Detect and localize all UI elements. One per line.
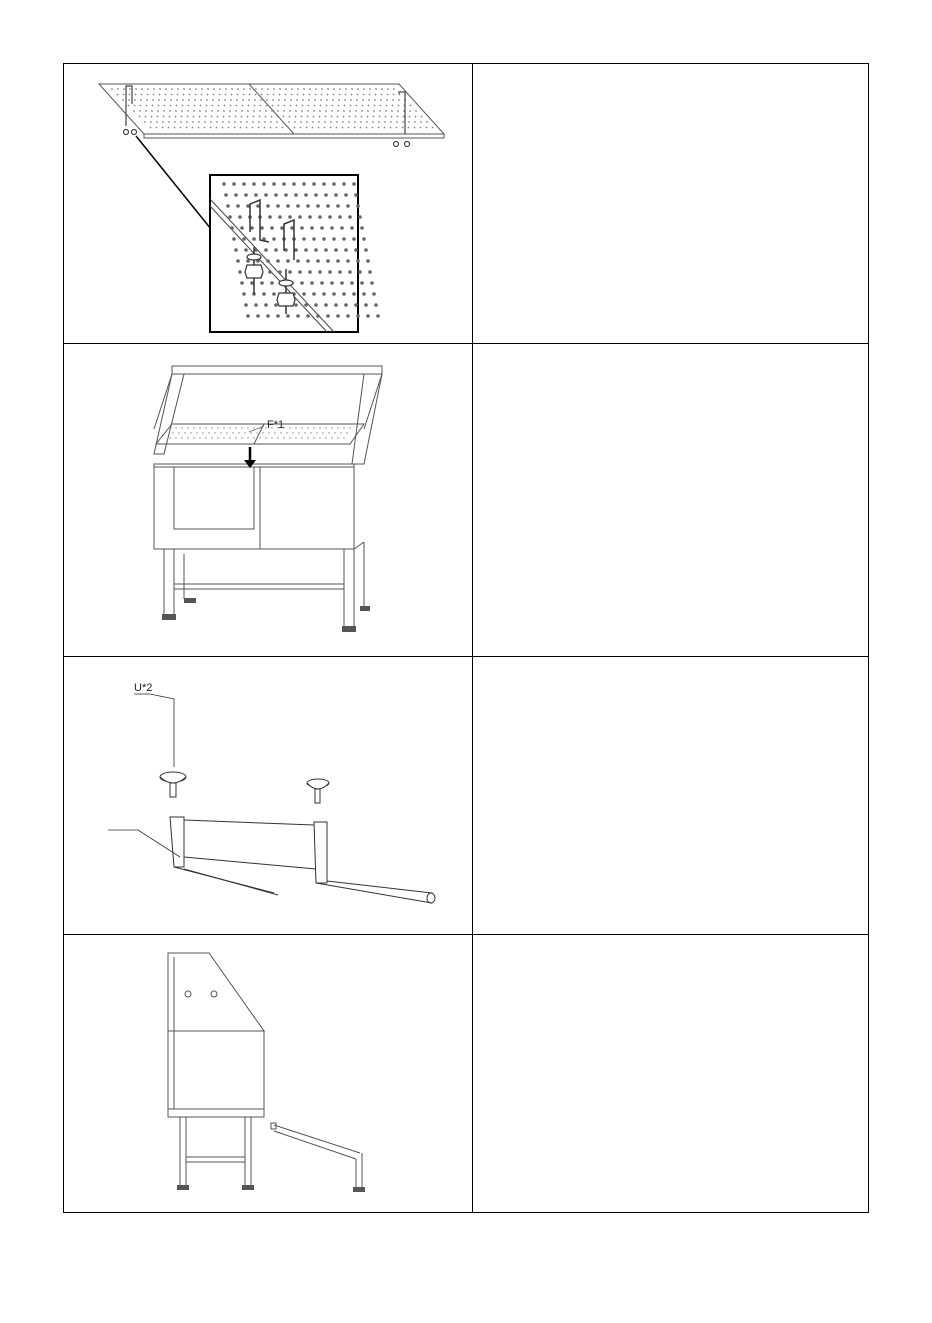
grate-holes bbox=[111, 88, 433, 128]
leg-frame bbox=[170, 817, 435, 903]
handle-left bbox=[124, 86, 137, 135]
leveling-foot-left bbox=[160, 772, 186, 797]
step-4-illustration bbox=[64, 935, 472, 1212]
step-3-text-cell bbox=[473, 657, 869, 935]
step-row-3 bbox=[64, 657, 869, 935]
step-2-figure-cell bbox=[64, 344, 473, 657]
step-2-illustration bbox=[64, 344, 472, 656]
step-1-illustration bbox=[64, 64, 472, 343]
assembly-steps-table bbox=[63, 63, 869, 1213]
leveling-foot-right bbox=[307, 779, 329, 803]
step-1-figure-cell bbox=[64, 64, 473, 344]
step-3-figure-cell bbox=[64, 657, 473, 935]
part-label-f: F*1 bbox=[267, 419, 285, 431]
step-4-figure-cell bbox=[64, 935, 473, 1213]
step-1-text-cell bbox=[473, 64, 869, 344]
step-3-illustration bbox=[64, 657, 472, 934]
step-2-text-cell bbox=[473, 344, 869, 657]
part-label-u: U*2 bbox=[134, 682, 153, 694]
step-row-4 bbox=[64, 935, 869, 1213]
step-row-2 bbox=[64, 344, 869, 657]
step-4-text-cell bbox=[473, 935, 869, 1213]
detail-inset bbox=[210, 175, 380, 332]
step-row-1 bbox=[64, 64, 869, 344]
